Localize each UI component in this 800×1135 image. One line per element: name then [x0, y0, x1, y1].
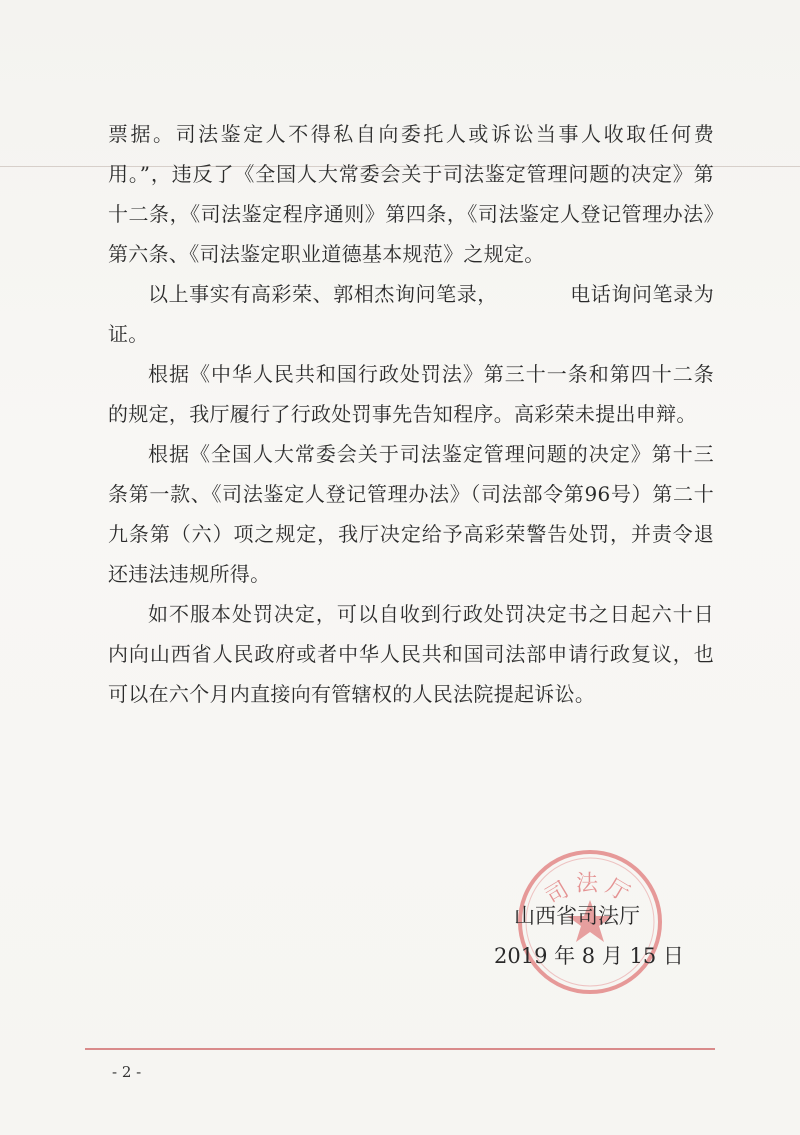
- paragraph-5: 如不服本处罚决定，可以自收到行政处罚决定书之日起六十日内向山西省人民政府或者中华人民共和国司法部申请行政复议，也可以在六个月内直接向有管辖权的人民法院提起诉讼。: [108, 602, 714, 706]
- seal-text: 司法厅: [541, 871, 639, 911]
- page-number: - 2 -: [112, 1063, 142, 1081]
- paragraph-2: 以上事实有高彩荣、郭相杰询问笔录， 电话询问笔录为证。: [108, 282, 714, 346]
- document-body: [108, 114, 714, 714]
- issue-date: 2019 年 8 月 15 日: [494, 944, 684, 968]
- issuing-organization: 山西省司法厅: [514, 904, 640, 928]
- paragraph-3: 根据《中华人民共和国行政处罚法》第三十一条和第四十二条的规定，我厅履行了行政处罚事先告知程序。高彩荣未提出申辩。: [108, 362, 714, 426]
- footer-rule: [85, 1048, 715, 1050]
- paragraph-4: 根据《全国人大常委会关于司法鉴定管理问题的决定》第十三条第一款、《司法鉴定人登记管理办法》（司法部令第96号）第二十九条第（六）项之规定，我厅决定给予高彩荣警告处罚，并责令退还违法违规所得。: [108, 442, 714, 586]
- paragraph-1: 票据。司法鉴定人不得私自向委托人或诉讼当事人收取任何费用。”，违反了《全国人大常委会关于司法鉴定管理问题的决定》第十二条，《司法鉴定程序通则》第四条，《司法鉴定人登记管理办法》第六条、《司法鉴定职业道德基本规范》之规定。: [108, 122, 714, 266]
